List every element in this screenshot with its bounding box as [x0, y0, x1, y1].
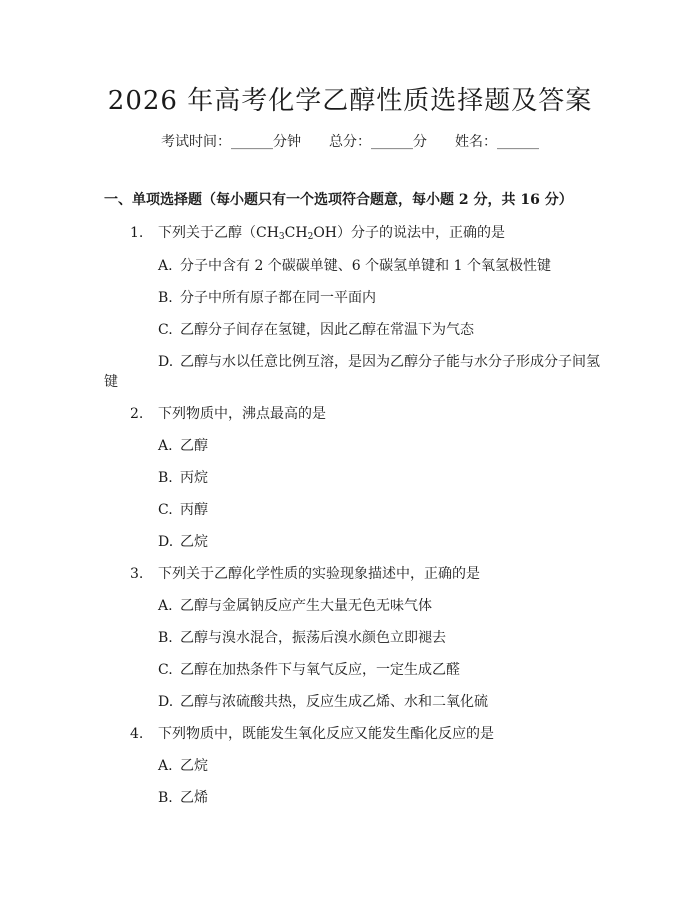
- option-label: A.: [158, 258, 173, 274]
- question-number: 2.: [130, 406, 144, 422]
- option-label: C.: [158, 662, 173, 678]
- question-3-option-c: [158, 660, 460, 680]
- question-number: 1.: [130, 225, 144, 241]
- option-label: D.: [158, 354, 174, 370]
- question-1-stem: 1. 下列关于乙醇$(CH_3CH_2OH)$分子的说法中，正确的是: [130, 225, 505, 242]
- document-title: 2026 年高考化学乙醇性质选择题及答案: [107, 86, 593, 116]
- question-3-option-a: [158, 596, 432, 616]
- exam-info-line: [0, 132, 700, 152]
- question-number: 3.: [130, 566, 144, 582]
- option-text: 乙醇与浓硫酸共热，反应生成乙烯、水和二氧化硫: [180, 694, 488, 710]
- option-text: 乙醇: [180, 438, 208, 454]
- option-label: B.: [158, 630, 173, 646]
- question-number: 4.: [130, 726, 144, 742]
- option-label: A.: [158, 758, 173, 774]
- option-label: B.: [158, 470, 173, 486]
- option-text: 乙醇在加热条件下与氧气反应，一定生成乙醛: [180, 662, 460, 678]
- section-heading: 一、单项选择题（每小题只有一个选项符合题意，每小题 2 分，共 16 分）: [104, 192, 573, 208]
- option-text: 乙醇分子间存在氢键，因此乙醇在常温下为气态: [180, 322, 474, 338]
- question-4-stem: 4. 下列物质中，既能发生氧化反应又能发生酯化反应的是: [130, 726, 494, 742]
- question-2-option-a: [158, 436, 208, 456]
- question-2-option-c: [158, 500, 208, 520]
- question-2-option-b: [158, 468, 208, 488]
- question-1-option-c: [158, 320, 474, 340]
- option-label: C.: [158, 322, 173, 338]
- option-text: 乙醇与水以任意比例互溶，是因为乙醇分子能与水分子形成分子间氢: [180, 354, 600, 370]
- question-1-option-d: [158, 352, 600, 372]
- option-label: C.: [158, 502, 173, 518]
- option-label: B.: [158, 290, 173, 306]
- option-text: 乙烯: [180, 790, 208, 806]
- question-1-option-b: [158, 288, 376, 308]
- total-score-field: 总分：______分: [329, 134, 427, 150]
- question-1-option-d-continuation: 键: [104, 374, 118, 390]
- option-text: 分子中含有 2 个碳碳单键、6 个碳氢单键和 1 个氧氢极性键: [180, 258, 551, 274]
- option-label: A.: [158, 438, 173, 454]
- option-text: 丙烷: [180, 470, 208, 486]
- option-text: 分子中所有原子都在同一平面内: [180, 290, 376, 306]
- option-label: A.: [158, 598, 173, 614]
- option-text: 乙醇与溴水混合，振荡后溴水颜色立即褪去: [180, 630, 446, 646]
- option-text: 丙醇: [180, 502, 208, 518]
- option-text: 乙烷: [180, 758, 208, 774]
- question-3-stem: 3. 下列关于乙醇化学性质的实验现象描述中，正确的是: [130, 566, 480, 582]
- question-3-option-b: [158, 628, 446, 648]
- option-label: B.: [158, 790, 173, 806]
- option-text: 乙烷: [180, 534, 208, 550]
- question-2-stem: 2. 下列物质中，沸点最高的是: [130, 406, 326, 422]
- option-label: D.: [158, 534, 174, 550]
- question-1-option-a: [158, 256, 551, 276]
- question-2-option-d: [158, 532, 208, 552]
- question-4-option-b: [158, 788, 208, 808]
- option-label: D.: [158, 694, 174, 710]
- option-text: 乙醇与金属钠反应产生大量无色无味气体: [180, 598, 432, 614]
- question-4-option-a: [158, 756, 208, 776]
- student-name-field: 姓名：______: [455, 134, 539, 150]
- question-3-option-d: [158, 692, 488, 712]
- exam-time-field: 考试时间：______分钟: [161, 134, 301, 150]
